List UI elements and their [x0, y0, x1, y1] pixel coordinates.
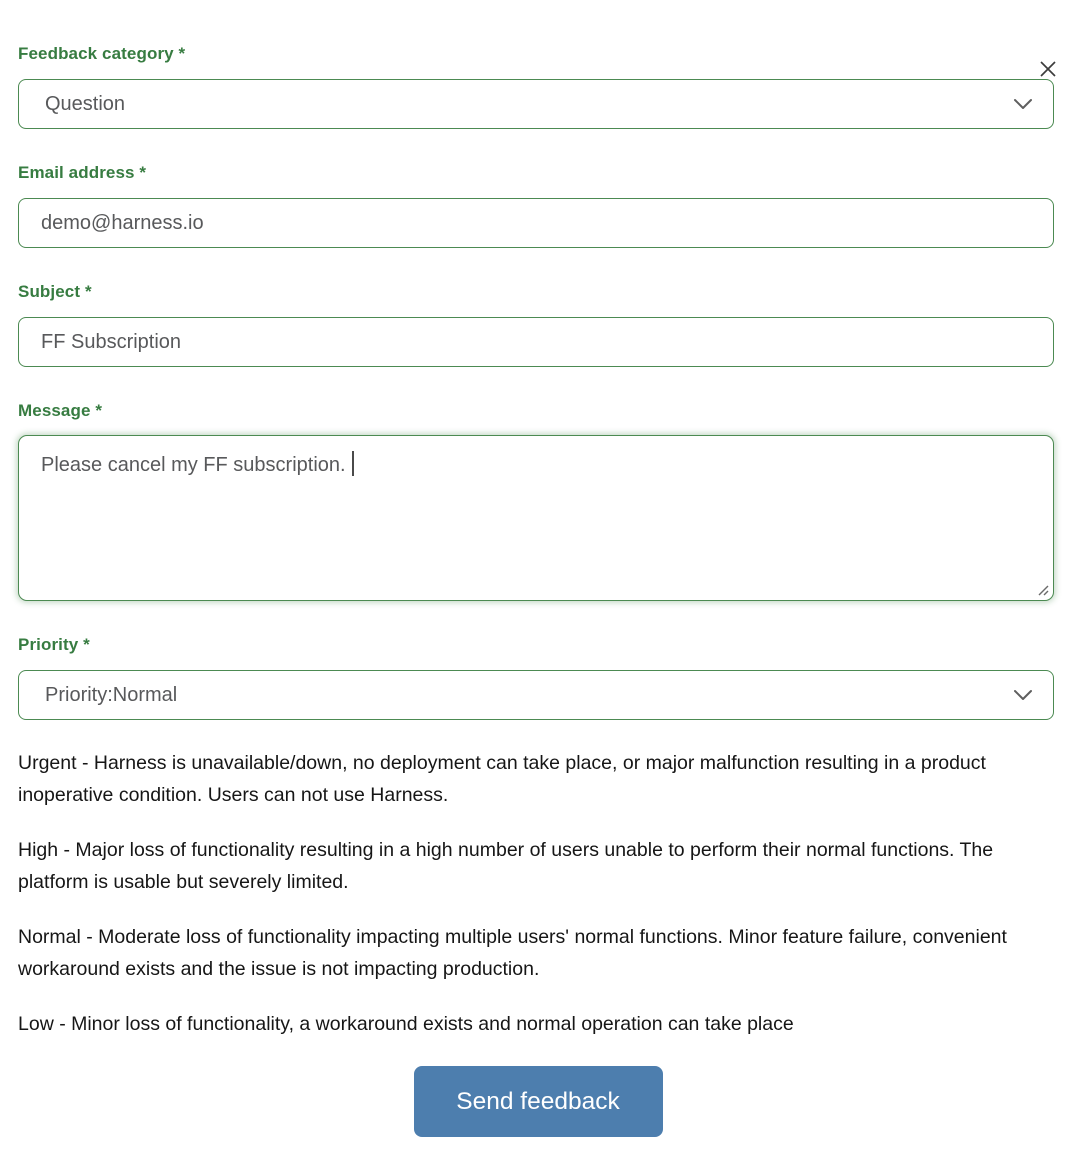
feedback-category-select[interactable] [18, 79, 1054, 129]
subject-label [18, 282, 1076, 302]
close-button[interactable] [1036, 57, 1060, 81]
label-text: Feedback category [18, 44, 174, 63]
required-mark: * [84, 282, 92, 301]
label-text: Priority [18, 635, 79, 654]
priority-description-low: Low - Minor loss of functionality, a workaround exists and normal operation can take place [18, 1013, 794, 1035]
chevron-down-icon [1013, 98, 1033, 110]
message-text [41, 451, 354, 477]
feedback-category-value: Question [45, 92, 126, 115]
message-textarea[interactable] [18, 435, 1054, 601]
subject-input[interactable] [18, 317, 1054, 367]
priority-description-normal: Normal - Moderate loss of functionality impacting multiple users' normal functions. Minor feature failure, convenient workaround exists and the issue is not impacting production. [18, 926, 1007, 980]
required-mark: * [178, 44, 186, 63]
label-text: Email address [18, 163, 135, 182]
feedback-dialog [0, 44, 1076, 1158]
resize-handle-icon[interactable] [1036, 583, 1049, 596]
required-mark: * [139, 163, 147, 182]
chevron-down-icon [1013, 689, 1033, 701]
label-text: Subject [18, 282, 81, 301]
text-caret [352, 451, 354, 476]
email-label [18, 163, 1076, 183]
priority-help-block [18, 747, 1056, 1040]
priority-description-high: High - Major loss of functionality resulting in a high number of users unable to perform their normal functions. The platform is usable but severely limited. [18, 839, 994, 893]
feedback-category-label [18, 44, 1076, 64]
send-feedback-button[interactable]: Send feedback [414, 1066, 663, 1137]
required-mark: * [83, 635, 90, 654]
priority-select[interactable] [18, 670, 1054, 720]
priority-description-urgent: Urgent - Harness is unavailable/down, no deployment can take place, or major malfunction resulting in a product inoperative condition. Users can not use Harness. [18, 752, 986, 806]
subject-value: FF Subscription [41, 330, 182, 353]
required-mark: * [95, 401, 103, 420]
message-value: Please cancel my FF subscription. [41, 454, 346, 476]
email-value: demo@harness.io [41, 211, 204, 234]
message-label [18, 401, 1076, 421]
email-input[interactable] [18, 198, 1054, 248]
priority-label [18, 635, 1076, 655]
label-text: Message [18, 401, 91, 420]
priority-value: Priority:Normal [45, 683, 178, 706]
